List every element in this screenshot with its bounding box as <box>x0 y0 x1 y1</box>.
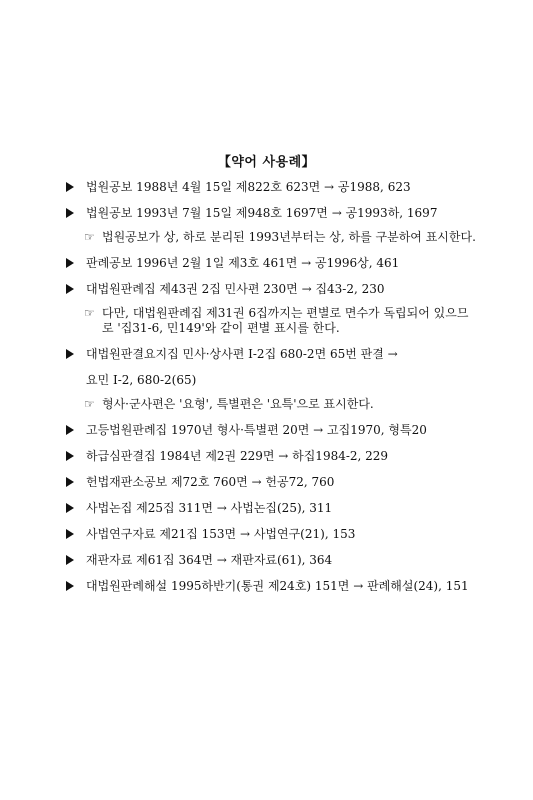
pointing-hand-icon: ☞ <box>84 230 95 244</box>
triangle-bullet-icon <box>66 284 74 294</box>
abbreviation-list <box>66 180 476 605</box>
triangle-bullet-icon <box>66 208 74 218</box>
list-item <box>66 347 476 362</box>
triangle-bullet-icon <box>66 425 74 435</box>
note <box>66 230 476 245</box>
entry-text: 사법논집 제25집 311면 → 사법논집(25), 311 <box>86 501 333 515</box>
entry-text: 사법연구자료 제21집 153면 → 사법연구(21), 153 <box>86 527 356 541</box>
entry-continuation-text: 요민 Ⅰ-2, 680-2(65) <box>86 373 197 387</box>
list-item <box>66 527 476 542</box>
list-item <box>66 475 476 490</box>
list-item <box>66 180 476 195</box>
entry-text: 법원공보 1993년 7월 15일 제948호 1697면 → 공1993하, 1697 <box>86 206 438 220</box>
triangle-bullet-icon <box>66 555 74 565</box>
note-text: 법원공보가 상, 하로 분리된 1993년부터는 상, 하를 구분하여 표시한다. <box>102 230 476 244</box>
note <box>66 306 476 336</box>
entry-text: 대법원판례집 제43권 2집 민사편 230면 → 집43-2, 230 <box>86 282 385 296</box>
list-item <box>66 501 476 516</box>
triangle-bullet-icon <box>66 581 74 591</box>
list-item <box>66 206 476 221</box>
triangle-bullet-icon <box>66 451 74 461</box>
entry-text: 대법원판례해설 1995하반기(통권 제24호) 151면 → 판례해설(24), 151 <box>86 579 469 593</box>
triangle-bullet-icon <box>66 477 74 487</box>
pointing-hand-icon: ☞ <box>84 397 95 411</box>
triangle-bullet-icon <box>66 349 74 359</box>
pointing-hand-icon: ☞ <box>84 306 95 320</box>
triangle-bullet-icon <box>66 503 74 513</box>
triangle-bullet-icon <box>66 182 74 192</box>
note <box>66 397 476 412</box>
triangle-bullet-icon <box>66 529 74 539</box>
entry-continuation <box>66 373 476 388</box>
entry-text: 고등법원판례집 1970년 형사·특별편 20면 → 고집1970, 형특20 <box>86 423 427 437</box>
entry-text: 재판자료 제61집 364면 → 재판자료(61), 364 <box>86 553 333 567</box>
entry-text: 헌법재판소공보 제72호 760면 → 헌공72, 760 <box>86 475 335 489</box>
triangle-bullet-icon <box>66 258 74 268</box>
entry-text: 법원공보 1988년 4월 15일 제822호 623면 → 공1988, 623 <box>86 180 411 194</box>
note-text: 형사·군사편은 '요형', 특별편은 '요특'으로 표시한다. <box>102 397 374 411</box>
list-item <box>66 553 476 568</box>
entry-text: 판례공보 1996년 2월 1일 제3호 461면 → 공1996상, 461 <box>86 256 400 270</box>
list-item <box>66 282 476 297</box>
page-title: 【약어 사용례】 <box>217 155 316 170</box>
list-item <box>66 423 476 438</box>
list-item <box>66 579 476 594</box>
entry-text: 하급심판결집 1984년 제2권 229면 → 하집1984-2, 229 <box>86 449 389 463</box>
list-item <box>66 449 476 464</box>
list-item <box>66 256 476 271</box>
entry-text: 대법원판결요지집 민사·상사편 Ⅰ-2집 680-2면 65번 판결 → <box>86 347 398 361</box>
note-text: 다만, 대법원판례집 제31권 6집까지는 편별로 면수가 독립되어 있으므로 '집31-6, 민149'와 같이 편별 표시를 한다. <box>102 306 469 335</box>
